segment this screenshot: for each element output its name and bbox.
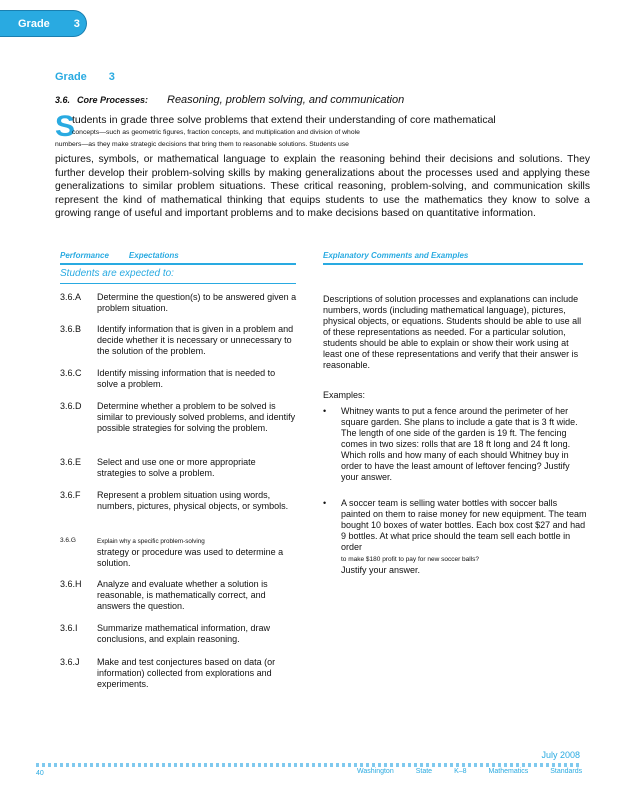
expectation-item [60,324,300,357]
page-number: 40 [36,770,44,777]
example-text: Whitney wants to put a fence around the perimeter of her square garden. She plans to include a gate that is 3 ft wide. The length of one side of the garden is 19 ft. The fencing comes in two sizes: rolls that are 18 ft long and 24 ft long. Which rolls and how many of each should Whitney buy in order to have the least amount of leftover fencing? Justify your answer. [341,406,578,482]
example-small-text: to make $180 profit to pay for new soccer balls? [341,556,480,563]
expectation-item [60,535,300,569]
example-text: A soccer team is selling water bottles with soccer balls painted on them to raise money for new equipment. The team bought 10 boxes of water bottles. Each box cost $27 and had 9 bottles. At what price should the team sell each bottle in order [341,498,587,552]
explanatory-header: Explanatory Comments and Examples [323,251,583,265]
core-process-line [55,94,404,106]
expectation-item [60,579,300,612]
grade-tab-number: 3 [73,17,80,30]
expectation-item [60,401,300,434]
expectation-code: 3.6.E [60,457,82,467]
core-process-number: 3.6. [55,95,71,105]
example-justify: Justify your answer. [341,565,421,575]
bullet-dot: • [323,406,327,416]
expectation-code: 3.6.F [60,490,81,500]
expectation-text: Identify information that is given in a problem and decide whether it is necessary or unnecessary to the solution of the problem. [97,324,294,356]
expectation-code: 3.6.G [60,537,76,544]
expectation-code: 3.6.B [60,324,82,334]
expectation-code: 3.6.A [60,292,82,302]
expectation-text: Identify missing information that is needed to solve a problem. [97,368,276,389]
footer-subject: Mathematics [488,768,529,775]
expectation-text: Determine whether a problem to be solved is similar to previously solved problems, and identify possible strategies for solving the problem. [97,401,296,433]
expectation-item [60,490,300,512]
expectation-item [60,368,300,390]
expectation-text: Make and test conjectures based on data (or information) collected from explorations and experiments. [97,657,276,689]
expectation-item [60,623,300,645]
expectation-code: 3.6.D [60,401,82,411]
grade-tab-label: Grade [18,17,50,30]
footer-date: July 2008 [541,750,580,760]
example-bullet [323,406,588,483]
grade-heading-number: 3 [108,71,115,83]
expectation-code: 3.6.J [60,657,80,667]
intro-line-1: tudents in grade three solve problems that extend their understanding of core mathematical [72,114,496,126]
expectation-text: Select and use one or more appropriate strategies to solve a problem. [97,457,256,478]
expectation-text: strategy or procedure was used to determine a solution. [97,547,284,568]
grade-heading [55,71,115,83]
grade-tab [0,10,87,37]
expectation-code: 3.6.I [60,623,78,633]
expectation-item [60,292,300,314]
intro-small-line-2: numbers—as they make strategic decisions that bring them to reasonable solutions. Students use [55,141,349,148]
expectation-small-text: Explain why a specific problem-solving [97,538,205,545]
expectation-code: 3.6.H [60,579,82,589]
core-process-title: Reasoning, problem solving, and communication [167,94,405,106]
expectation-text: Represent a problem situation using words, numbers, pictures, physical objects, or symbols. [97,490,289,511]
drop-cap: S [55,110,76,143]
expectation-text: Analyze and evaluate whether a solution is reasonable, is mathematically correct, and answers the question. [97,579,268,611]
intro-body: pictures, symbols, or mathematical language to explain the reasoning behind their decisions and solutions. They further develop their problem-solving skills by making generalizations about the processes used and applying these generalizations to similar problem situations. These critical reasoning, problem-solving, and communication skills represent the kind of mathematical thinking that equips students to use the mathematics they know to solve a growing range of useful and important problems and to make decisions based on quantitative information. [55,154,590,220]
students-expected-label: Students are expected to: [60,268,174,279]
footer-standards: Standards [550,768,583,775]
expectation-item [60,457,300,479]
grade-heading-label: Grade [55,71,87,83]
footer-state: Washington [357,768,394,775]
expectation-text: Determine the question(s) to be answered given a problem situation. [97,292,297,313]
intro-small-line-1: concepts—such as geometric figures, fraction concepts, and multiplication and division of whole [72,129,360,136]
examples-label: Examples: [323,390,366,400]
footer-divider [36,763,582,767]
performance-expectations-header [60,251,296,265]
expectation-code: 3.6.C [60,368,82,378]
example-bullet [323,498,588,576]
performance-label: Performance [60,251,109,260]
expectations-label: Expectations [128,251,179,260]
bullet-dot: • [323,498,327,508]
expected-divider [60,283,296,284]
footer-title [357,768,582,775]
expectation-text: Summarize mathematical information, draw conclusions, and explain reasoning. [97,623,271,644]
expectation-item [60,657,300,690]
core-process-label: Core Processes: [77,95,149,105]
footer-grades: K–8 [454,768,467,775]
explanatory-description: Descriptions of solution processes and explanations can include numbers, words (including mathematical language), pictures, physical objects, or equations. Students should be able to use all of these representations as needed. For a particular solution, students should be able to explain or show their work using at least one of these representations and verify that their answer is reasonable. [323,294,582,370]
footer-state2: State [415,768,433,775]
